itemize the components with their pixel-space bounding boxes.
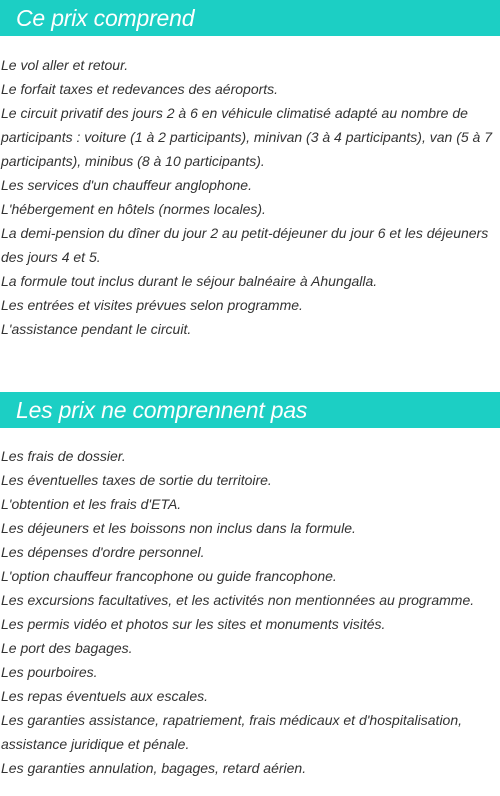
- list-item: Les dépenses d'ordre personnel.: [1, 544, 205, 560]
- price-includes-list: [0, 53, 500, 341]
- list-item: Les garanties assistance, rapatriement, frais médicaux et d'hospitalisation, assistance juridique et pénale.: [1, 712, 463, 752]
- price-includes-heading: Ce prix comprend: [0, 0, 500, 36]
- list-item: Les déjeuners et les boissons non inclus dans la formule.: [1, 520, 356, 536]
- price-excludes-section: [0, 392, 500, 780]
- list-item: Les éventuelles taxes de sortie du territoire.: [1, 472, 272, 488]
- list-item: Les services d'un chauffeur anglophone.: [1, 177, 252, 193]
- list-item: Les repas éventuels aux escales.: [1, 688, 209, 704]
- list-item: La formule tout inclus durant le séjour balnéaire à Ahungalla.: [1, 273, 378, 289]
- list-item: Les excursions facultatives, et les activités non mentionnées au programme.: [1, 592, 475, 608]
- list-item: Les frais de dossier.: [1, 448, 126, 464]
- list-item: L'assistance pendant le circuit.: [1, 321, 192, 337]
- list-item: Le circuit privatif des jours 2 à 6 en véhicule climatisé adapté au nombre de participants : voiture (1 à 2 participants), minivan (3 à 4 participants), van (5 à 7 participants), minibus (8 à 10 participants).: [1, 105, 493, 169]
- list-item: Les entrées et visites prévues selon programme.: [1, 297, 303, 313]
- price-excludes-list: [0, 444, 500, 780]
- price-excludes-heading: Les prix ne comprennent pas: [0, 392, 500, 428]
- list-item: Le forfait taxes et redevances des aéroports.: [1, 81, 279, 97]
- list-item: Les garanties annulation, bagages, retard aérien.: [1, 760, 307, 776]
- list-item: L'hébergement en hôtels (normes locales).: [1, 201, 266, 217]
- list-item: Le vol aller et retour.: [1, 57, 129, 73]
- list-item: L'obtention et les frais d'ETA.: [1, 496, 182, 512]
- list-item: L'option chauffeur francophone ou guide francophone.: [1, 568, 337, 584]
- price-includes-section: [0, 0, 500, 341]
- list-item: Les pourboires.: [1, 664, 98, 680]
- list-item: Le port des bagages.: [1, 640, 133, 656]
- list-item: Les permis vidéo et photos sur les sites et monuments visités.: [1, 616, 386, 632]
- list-item: La demi-pension du dîner du jour 2 au petit-déjeuner du jour 6 et les déjeuners des jours 4 et 5.: [1, 225, 489, 265]
